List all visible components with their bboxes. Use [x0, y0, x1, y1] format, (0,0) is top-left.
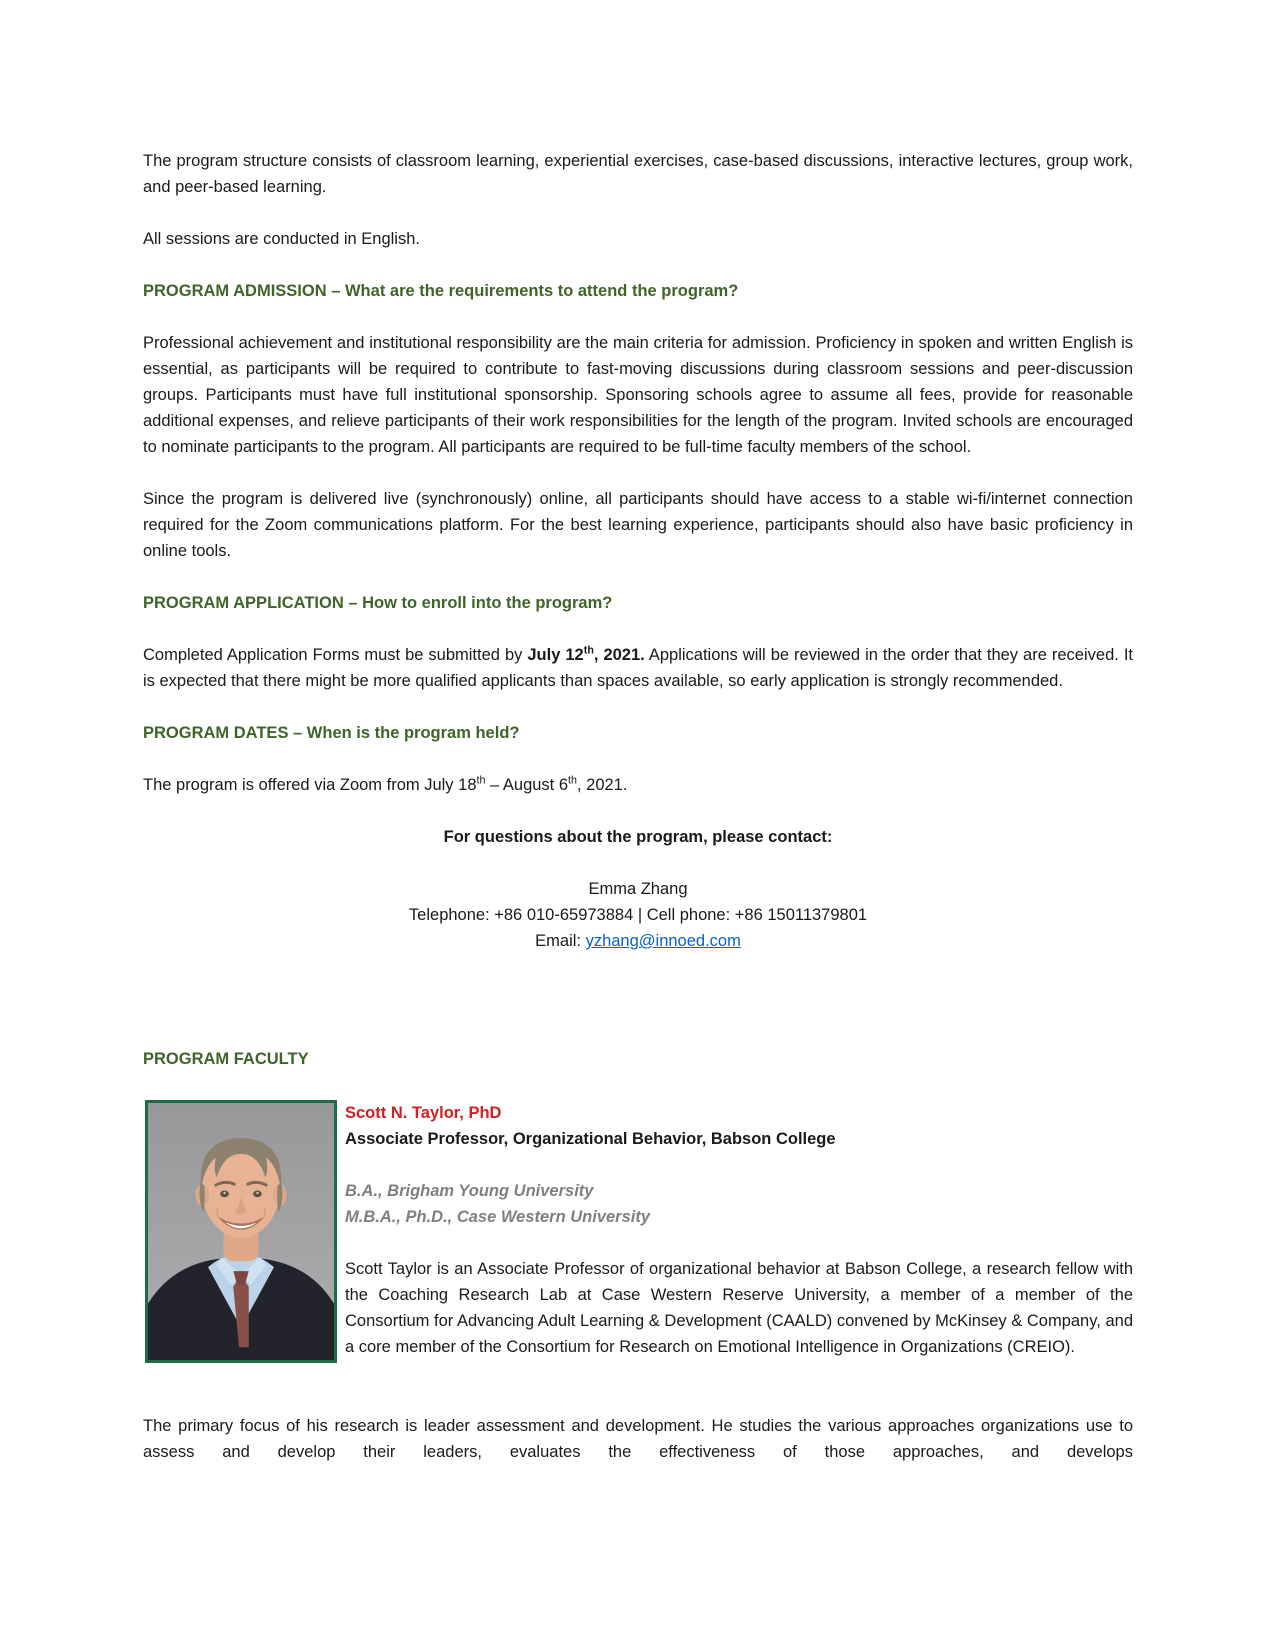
closing-paragraph: The primary focus of his research is leader assessment and development. He studies the various approaches organizations use to assess and develop their leaders, evaluates the effectiveness of those approaches, and develops	[143, 1417, 1133, 1461]
ordinal-suffix: th	[476, 774, 486, 787]
faculty-bio: Scott Taylor is an Associate Professor of organizational behavior at Babson College, a research fellow with the Coaching Research Lab at Case Western Reserve University, a member of a member of the Consortium for Advancing Adult Learning & Development (CAALD) convened by McKinsey & Company, and a core member of the Consortium for Research on Emotional Intelligence in Organizations (CREIO).	[345, 1260, 1133, 1356]
application-text-after: Applications will be reviewed in the order that they are received. It is expected that there might be more qualified applicants than spaces available, so early application is strongly recommended.	[143, 646, 1133, 690]
application-heading: PROGRAM APPLICATION – How to enroll into the program?	[143, 594, 613, 612]
dates-text-2: – August 6	[485, 776, 569, 794]
faculty-degree-1: B.A., Brigham Young University	[345, 1182, 594, 1200]
deadline-year: , 2021.	[593, 646, 645, 664]
faculty-info	[345, 1100, 1133, 1360]
faculty-heading: PROGRAM FACULTY	[143, 1050, 309, 1068]
contact-email-line	[143, 928, 1133, 954]
faculty-profile	[143, 1100, 1133, 1363]
admission-paragraph-2: Since the program is delivered live (synchronously) online, all participants should have access to a stable wi-fi/internet connection required for the Zoom communications platform. For the best learning experience, participants should also have basic proficiency in online tools.	[143, 490, 1133, 560]
application-deadline	[527, 646, 644, 664]
portrait-photo-image	[148, 1103, 334, 1360]
dates-paragraph	[143, 772, 1133, 798]
application-paragraph	[143, 642, 1133, 694]
contact-heading: For questions about the program, please contact:	[443, 828, 833, 846]
contact-block	[143, 876, 1133, 954]
application-text-before: Completed Application Forms must be submitted by	[143, 646, 528, 664]
deadline-date: July 12	[527, 646, 584, 664]
email-label: Email:	[535, 932, 586, 950]
ordinal-suffix: th	[568, 774, 577, 787]
document-content	[143, 148, 1133, 1465]
faculty-title: Associate Professor, Organizational Behavior, Babson College	[345, 1130, 836, 1148]
dates-text-3: , 2021.	[576, 776, 628, 794]
contact-email-link[interactable]: yzhang@innoed.com	[585, 932, 741, 950]
dates-heading: PROGRAM DATES – When is the program held?	[143, 724, 520, 742]
faculty-degrees	[345, 1178, 1133, 1230]
faculty-photo	[145, 1100, 337, 1363]
contact-name: Emma Zhang	[588, 880, 688, 898]
admission-heading: PROGRAM ADMISSION – What are the requirements to attend the program?	[143, 282, 739, 300]
contact-phones: Telephone: +86 010-65973884 | Cell phone: +86 15011379801	[408, 906, 868, 924]
faculty-name: Scott N. Taylor, PhD	[345, 1104, 502, 1122]
intro-paragraph: The program structure consists of classroom learning, experiential exercises, case-based discussions, interactive lectures, group work, and peer-based learning.	[143, 152, 1133, 196]
faculty-degree-2: M.B.A., Ph.D., Case Western University	[345, 1208, 651, 1226]
sessions-note: All sessions are conducted in English.	[143, 230, 420, 248]
ordinal-suffix: th	[583, 644, 594, 657]
admission-paragraph-1: Professional achievement and institutional responsibility are the main criteria for admission. Proficiency in spoken and written English is essential, as participants will be required to contribute to fast-moving discussions during classroom sessions and peer-discussion groups. Participants must have full institutional sponsorship. Sponsoring schools agree to assume all fees, provide for reasonable additional expenses, and relieve participants of their work responsibilities for the length of the program. Invited schools are encouraged to nominate participants to the program. All participants are required to be full-time faculty members of the school.	[143, 334, 1133, 456]
dates-text-1: The program is offered via Zoom from July 18	[143, 776, 477, 794]
